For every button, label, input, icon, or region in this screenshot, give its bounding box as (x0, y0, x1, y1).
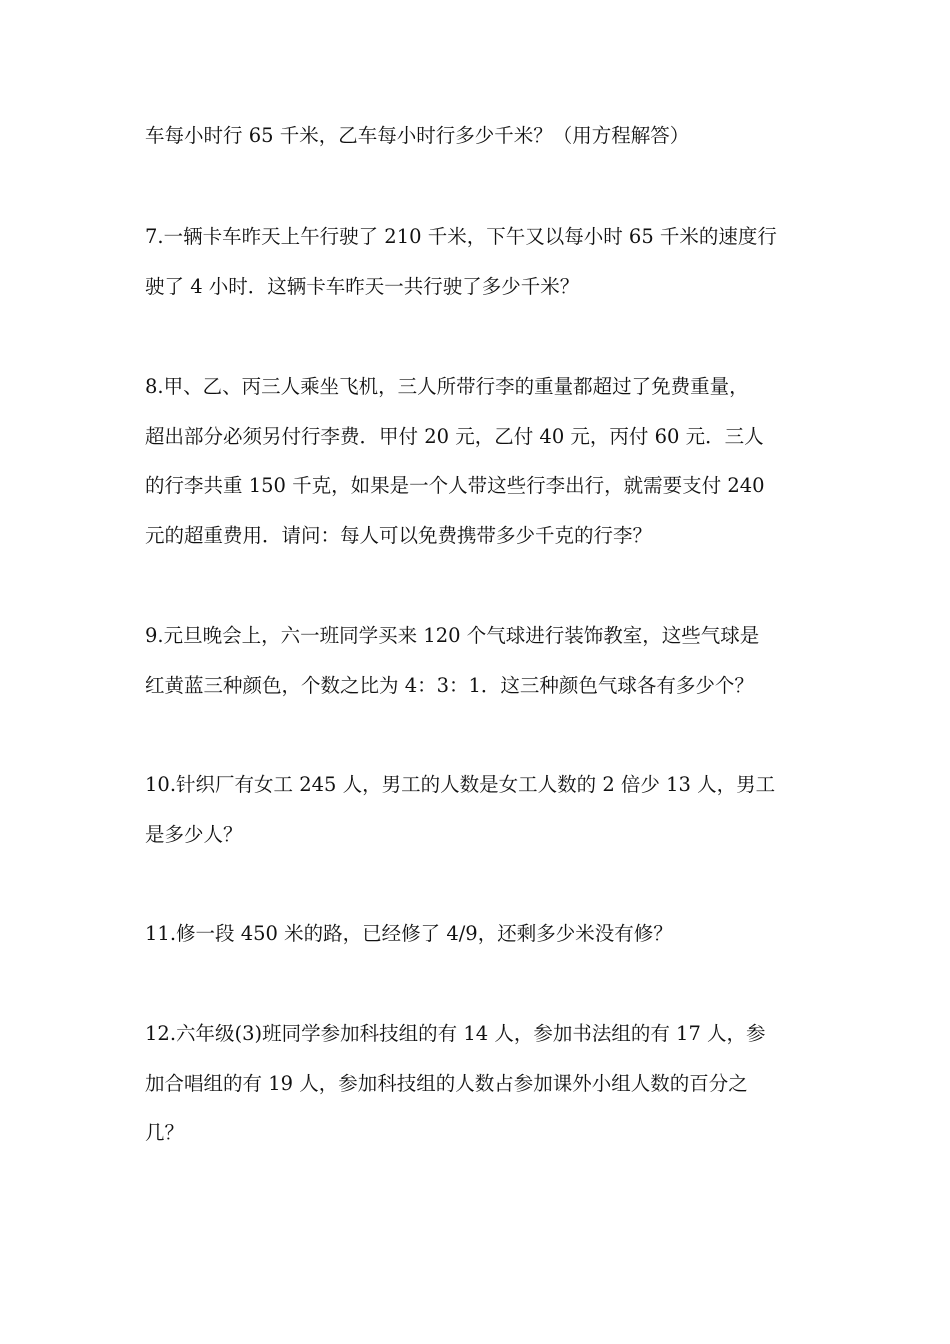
problem-12-line-3: 几？ (145, 1121, 185, 1144)
problem-12-line-2: 加合唱组的有 19 人，参加科技组的人数占参加课外小组人数的百分之 (145, 1072, 748, 1095)
problem-10-line-1: 10.针织厂有女工 245 人，男工的人数是女工人数的 2 倍少 13 人，男工 (145, 773, 776, 796)
problem-7-line-1: 7.一辆卡车昨天上午行驶了 210 千米，下午又以每小时 65 千米的速度行 (145, 225, 777, 248)
problem-9-line-1: 9.元旦晚会上，六一班同学买来 120 个气球进行装饰教室，这些气球是 (145, 624, 760, 647)
problem-6-line-2: 车每小时行 65 千米，乙车每小时行多少千米？（用方程解答） (145, 124, 690, 147)
problem-11-line-1: 11.修一段 450 米的路，已经修了 4/9，还剩多少米没有修？ (145, 922, 673, 945)
problem-9-line-2: 红黄蓝三种颜色，个数之比为 4：3：1．这三种颜色气球各有多少个？ (145, 674, 754, 697)
problem-7-line-2: 驶了 4 小时．这辆卡车昨天一共行驶了多少千米？ (145, 275, 580, 298)
problem-12-line-1: 12.六年级(3)班同学参加科技组的有 14 人，参加书法组的有 17 人，参 (145, 1022, 766, 1045)
problem-8-line-4: 元的超重费用．请问：每人可以免费携带多少千克的行李？ (145, 524, 653, 547)
problem-8-line-3: 的行李共重 150 千克，如果是一个人带这些行李出行，就需要支付 240 (145, 474, 765, 497)
problem-8-line-1: 8.甲、乙、丙三人乘坐飞机，三人所带行李的重量都超过了免费重量， (145, 375, 749, 398)
problem-8-line-2: 超出部分必须另付行李费．甲付 20 元，乙付 40 元，丙付 60 元．三人 (145, 425, 764, 448)
problem-10-line-2: 是多少人？ (145, 823, 243, 846)
